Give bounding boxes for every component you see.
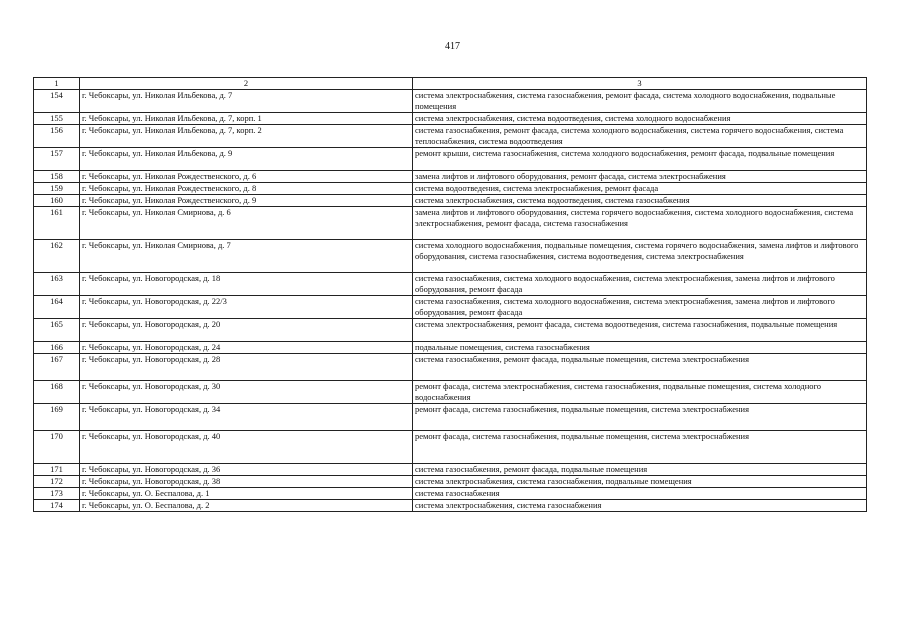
table-row	[34, 464, 867, 476]
building-works-table	[33, 77, 867, 512]
row-number: 157	[34, 148, 80, 171]
row-address: г. Чебоксары, ул. Новогородская, д. 28	[80, 354, 413, 381]
row-address: г. Чебоксары, ул. Новогородская, д. 40	[80, 431, 413, 464]
row-number: 160	[34, 195, 80, 207]
table-row	[34, 431, 867, 464]
table-row	[34, 171, 867, 183]
table-row	[34, 125, 867, 148]
row-address: г. Чебоксары, ул. Новогородская, д. 36	[80, 464, 413, 476]
row-works: замена лифтов и лифтового оборудования, ремонт фасада, система электроснабжения	[413, 171, 867, 183]
table-row	[34, 319, 867, 342]
row-address: г. Чебоксары, ул. Николая Ильбекова, д. 9	[80, 148, 413, 171]
table-row	[34, 240, 867, 273]
row-number: 155	[34, 113, 80, 125]
row-address: г. Чебоксары, ул. О. Беспалова, д. 2	[80, 500, 413, 512]
row-address: г. Чебоксары, ул. Новогородская, д. 22/3	[80, 296, 413, 319]
table-row	[34, 195, 867, 207]
table-row	[34, 488, 867, 500]
row-address: г. Чебоксары, ул. Николая Ильбекова, д. 7	[80, 90, 413, 113]
row-address: г. Чебоксары, ул. Новогородская, д. 30	[80, 381, 413, 404]
page-number: 417	[445, 41, 460, 52]
table-row	[34, 207, 867, 240]
column-header-number: 1	[34, 78, 80, 90]
row-address: г. Чебоксары, ул. Николая Смирнова, д. 7	[80, 240, 413, 273]
table-row	[34, 381, 867, 404]
row-works: система электроснабжения, система газоснабжения	[413, 500, 867, 512]
row-number: 168	[34, 381, 80, 404]
row-address: г. Чебоксары, ул. Новогородская, д. 18	[80, 273, 413, 296]
row-address: г. Чебоксары, ул. Николая Смирнова, д. 6	[80, 207, 413, 240]
row-works: подвальные помещения, система газоснабжения	[413, 342, 867, 354]
table-row	[34, 90, 867, 113]
row-number: 169	[34, 404, 80, 431]
row-address: г. Чебоксары, ул. Николая Ильбекова, д. 7, корп. 2	[80, 125, 413, 148]
column-header-address: 2	[80, 78, 413, 90]
row-works: ремонт крыши, система газоснабжения, система холодного водоснабжения, ремонт фасада, подвальные помещения	[413, 148, 867, 171]
row-number: 154	[34, 90, 80, 113]
row-works: замена лифтов и лифтового оборудования, система горячего водоснабжения, система холодного водоснабжения, система электроснабжения, ремонт фасада, система газоснабжения	[413, 207, 867, 240]
table-row	[34, 113, 867, 125]
table-row	[34, 296, 867, 319]
table-row	[34, 354, 867, 381]
row-number: 174	[34, 500, 80, 512]
row-number: 162	[34, 240, 80, 273]
table-row	[34, 183, 867, 195]
row-works: система электроснабжения, система газоснабжения, ремонт фасада, система холодного водоснабжения, подвальные помещения	[413, 90, 867, 113]
table-body	[34, 90, 867, 512]
row-number: 171	[34, 464, 80, 476]
row-number: 164	[34, 296, 80, 319]
table-row	[34, 273, 867, 296]
table-row	[34, 476, 867, 488]
row-address: г. Чебоксары, ул. Новогородская, д. 38	[80, 476, 413, 488]
row-number: 161	[34, 207, 80, 240]
row-works: система электроснабжения, ремонт фасада, система водоотведения, система газоснабжения, подвальные помещения	[413, 319, 867, 342]
row-number: 166	[34, 342, 80, 354]
row-works: система холодного водоснабжения, подвальные помещения, система горячего водоснабжения, замена лифтов и лифтового оборудования, система газоснабжения, система водоотведения, система электроснабжения	[413, 240, 867, 273]
row-number: 158	[34, 171, 80, 183]
table-row	[34, 500, 867, 512]
row-number: 170	[34, 431, 80, 464]
table-header-row	[34, 78, 867, 90]
row-works: система газоснабжения, система холодного водоснабжения, система электроснабжения, замена лифтов и лифтового оборудования, ремонт фасада	[413, 273, 867, 296]
row-works: система газоснабжения, ремонт фасада, подвальные помещения	[413, 464, 867, 476]
row-works: ремонт фасада, система электроснабжения, система газоснабжения, подвальные помещения, система холодного водоснабжения	[413, 381, 867, 404]
row-address: г. Чебоксары, ул. Николая Ильбекова, д. 7, корп. 1	[80, 113, 413, 125]
row-works: система электроснабжения, система водоотведения, система газоснабжения	[413, 195, 867, 207]
row-works: система электроснабжения, система водоотведения, система холодного водоснабжения	[413, 113, 867, 125]
row-number: 167	[34, 354, 80, 381]
row-address: г. Чебоксары, ул. О. Беспалова, д. 1	[80, 488, 413, 500]
row-works: система газоснабжения	[413, 488, 867, 500]
row-number: 159	[34, 183, 80, 195]
row-works: система газоснабжения, ремонт фасада, подвальные помещения, система электроснабжения	[413, 354, 867, 381]
row-works: система газоснабжения, система холодного водоснабжения, система электроснабжения, замена лифтов и лифтового оборудования, ремонт фасада	[413, 296, 867, 319]
row-address: г. Чебоксары, ул. Новогородская, д. 34	[80, 404, 413, 431]
row-address: г. Чебоксары, ул. Новогородская, д. 20	[80, 319, 413, 342]
row-number: 165	[34, 319, 80, 342]
row-number: 156	[34, 125, 80, 148]
row-address: г. Чебоксары, ул. Николая Рождественского, д. 6	[80, 171, 413, 183]
row-number: 163	[34, 273, 80, 296]
column-header-works: 3	[413, 78, 867, 90]
row-number: 173	[34, 488, 80, 500]
row-address: г. Чебоксары, ул. Новогородская, д. 24	[80, 342, 413, 354]
row-works: система газоснабжения, ремонт фасада, система холодного водоснабжения, система горячего водоснабжения, система теплоснабжения, система водоотведения	[413, 125, 867, 148]
table-row	[34, 342, 867, 354]
row-address: г. Чебоксары, ул. Николая Рождественского, д. 8	[80, 183, 413, 195]
row-number: 172	[34, 476, 80, 488]
row-works: система водоотведения, система электроснабжения, ремонт фасада	[413, 183, 867, 195]
row-works: ремонт фасада, система газоснабжения, подвальные помещения, система электроснабжения	[413, 431, 867, 464]
row-address: г. Чебоксары, ул. Николая Рождественского, д. 9	[80, 195, 413, 207]
table-row	[34, 404, 867, 431]
table-row	[34, 148, 867, 171]
row-works: система электроснабжения, система газоснабжения, подвальные помещения	[413, 476, 867, 488]
row-works: ремонт фасада, система газоснабжения, подвальные помещения, система электроснабжения	[413, 404, 867, 431]
